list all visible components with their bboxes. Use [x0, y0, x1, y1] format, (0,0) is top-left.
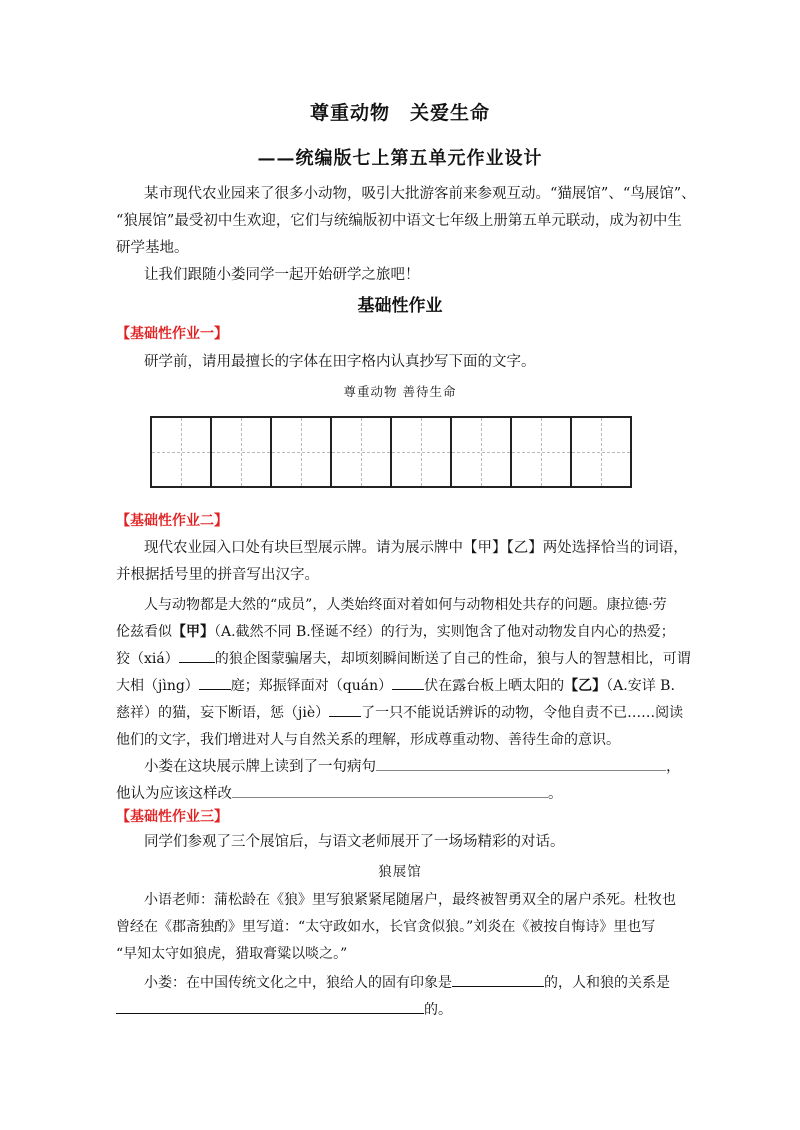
teacher-line-3: “早知太守如狼虎，猎取膏粱以啖之。”: [116, 946, 348, 962]
board-line-2: [116, 619, 675, 645]
board-text: （A.安详 B.: [606, 678, 675, 694]
correction-prompt: 他认为应该这样改: [116, 786, 232, 802]
board-line-6: 他们的文字，我们增进对人与自然关系的理解，形成尊重动物、善待生命的意识。: [116, 732, 620, 748]
sick-sentence-answer[interactable]: [376, 756, 666, 771]
board-text: 大相（jìng）: [116, 678, 199, 694]
hw1-instruction: 研学前，请用最擅长的字体在田字格内认真抄写下面的文字。: [144, 354, 536, 370]
blank-xia[interactable]: [179, 648, 215, 663]
correction-line: [116, 781, 563, 807]
intro-line-4: 让我们跟随小娄同学一起开始研学之旅吧！: [144, 267, 420, 283]
blank-jie[interactable]: [329, 702, 361, 717]
board-text: 的狼企图蒙骗屠夫，却顷刻瞬间断送了自己的性命，狼与人的智慧相比，可谓: [214, 651, 691, 667]
intro-line-1: 某市现代农业园来了很多小动物，吸引大批游客前来参观互动。“猫展馆”、“鸟展馆”、: [144, 186, 696, 202]
grid-cell[interactable]: [152, 418, 212, 486]
intro-line-3: 研学基地。: [116, 240, 189, 256]
hw2-instruction-2: 并根据括号里的拼音写出汉字。: [116, 567, 319, 583]
board-text: 狡（xiá）: [116, 651, 179, 667]
board-line-3: [116, 646, 691, 672]
hall-name: 狼展馆: [378, 864, 422, 880]
grid-cell[interactable]: [332, 418, 392, 486]
board-line-4: [116, 673, 675, 699]
sick-sentence-line: [144, 754, 681, 780]
relationship-answer[interactable]: [116, 999, 424, 1014]
hw1-copy-text: 尊重动物 善待生命: [343, 384, 457, 399]
board-text: 伦兹看似: [116, 624, 172, 640]
intro-line-2: “狼展馆”最受初中生欢迎，它们与统编版初中语文七年级上册第五单元联动，成为初中生: [116, 213, 682, 229]
board-text: 了一只不能说话辨诉的动物，令他自责不已……阅读: [361, 705, 684, 721]
hw2-instruction-1: 现代农业园入口处有块巨型展示牌。请为展示牌中【甲】【乙】两处选择恰当的词语，: [144, 540, 688, 556]
grid-cell[interactable]: [512, 418, 572, 486]
grid-cell[interactable]: [212, 418, 272, 486]
teacher-line-2: 曾经在《郡斋独酌》里写道：“太守政如水，长官贪似狼。”刘炎在《被按自悔诗》里也写: [116, 919, 656, 935]
board-text: 伏在露台板上晒太阳的: [424, 678, 565, 694]
punctuation: 。: [548, 786, 563, 802]
correction-answer[interactable]: [232, 783, 548, 798]
student-prompt: 小娄：在中国传统文化之中，狼给人的固有印象是: [144, 975, 452, 991]
section-title: 基础性作业: [357, 296, 443, 316]
hw1-label: 【基础性作业一】: [116, 326, 228, 342]
tianzige-grid[interactable]: [150, 416, 632, 488]
blank-jing[interactable]: [199, 675, 231, 690]
board-line-1: 人与动物都是大然的“成员”，人类始终面对着如何与动物相处共存的问题。康拉德·劳: [144, 597, 667, 613]
board-line-5: [116, 700, 683, 726]
student-prompt: 的。: [424, 1002, 452, 1018]
wolf-impression-answer[interactable]: [452, 972, 544, 987]
hw3-label: 【基础性作业三】: [116, 809, 228, 825]
page-subtitle: ——统编版七上第五单元作业设计: [257, 148, 543, 169]
blank-jia-marker: 【甲】: [172, 624, 214, 640]
blank-quan[interactable]: [392, 675, 424, 690]
grid-cell[interactable]: [572, 418, 630, 486]
hw2-label: 【基础性作业二】: [116, 513, 228, 529]
student-line-1: [144, 970, 670, 996]
sick-sentence-prompt: 小娄在这块展示牌上读到了一句病句: [144, 759, 376, 775]
grid-cell[interactable]: [452, 418, 512, 486]
board-text: （A.截然不同 B.怪诞不经）的行为，实则饱含了他对动物发自内心的热爱；: [214, 624, 675, 640]
grid-cell[interactable]: [392, 418, 452, 486]
blank-yi-marker: 【乙】: [564, 678, 607, 694]
page-title: 尊重动物 关爱生命: [309, 102, 490, 124]
board-text: 慈祥）的猫，妄下断语，惩（jiè）: [116, 705, 330, 721]
student-prompt: 的，人和狼的关系是: [544, 975, 670, 991]
punctuation: ，: [666, 759, 681, 775]
student-line-2: [116, 997, 452, 1023]
hw3-instruction: 同学们参观了三个展馆后，与语文老师展开了一场场精彩的对话。: [144, 834, 565, 850]
teacher-line-1: 小语老师：蒲松龄在《狼》里写狼紧紧尾随屠户，最终被智勇双全的屠户杀死。杜牧也: [144, 892, 676, 908]
grid-cell[interactable]: [272, 418, 332, 486]
board-text: 庭；郑振铎面对（quán）: [230, 678, 393, 694]
